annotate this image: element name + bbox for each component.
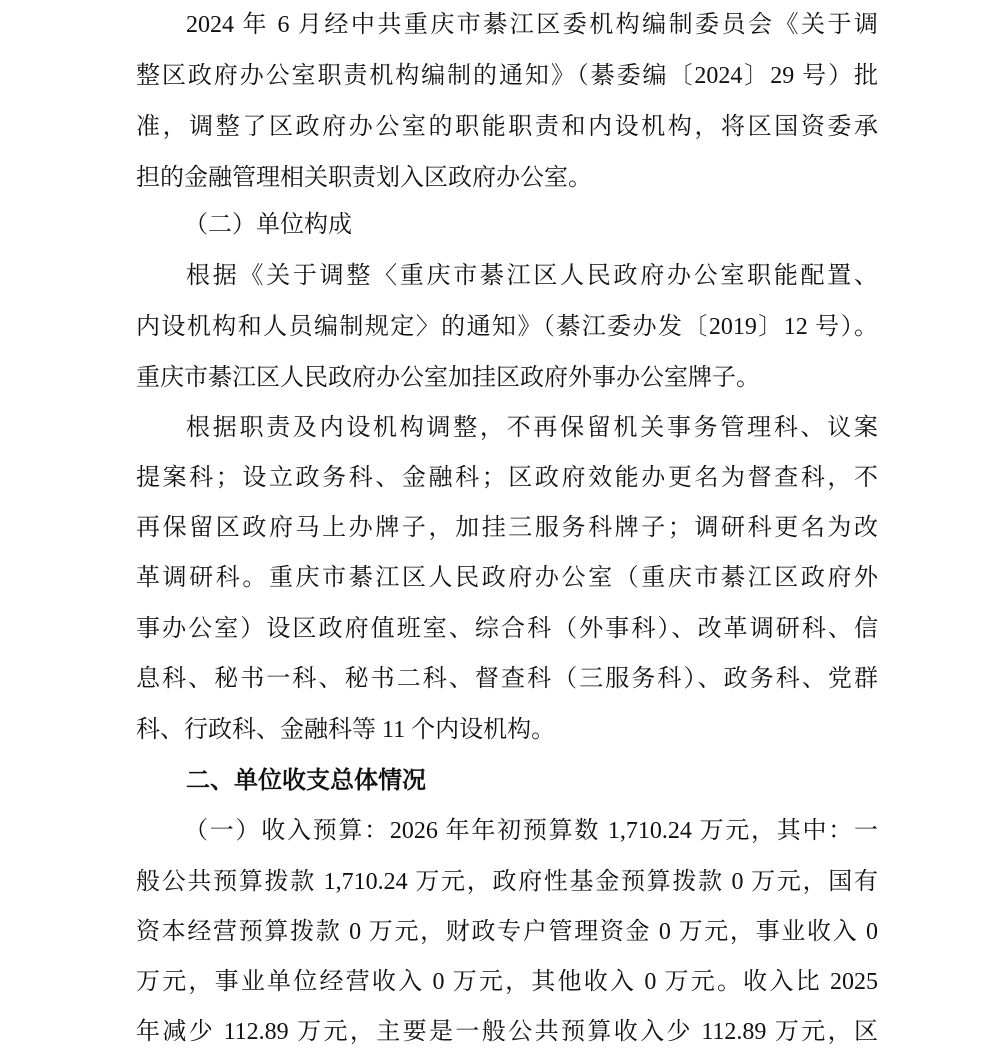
paragraph-4-line-1: （一）收入预算：2026 年年初预算数 1,710.24 万元，其中：一 bbox=[184, 818, 878, 844]
paragraph-4-line-3: 资本经营预算拨款 0 万元，财政专户管理资金 0 万元，事业收入 0 bbox=[136, 919, 878, 945]
paragraph-1-line-4: 担的金融管理相关职责划入区政府办公室。 bbox=[136, 165, 592, 191]
paragraph-3-line-2: 提案科；设立政务科、金融科；区政府效能办更名为督查科，不 bbox=[136, 465, 878, 491]
paragraph-1-line-2: 整区政府办公室职责机构编制的通知》（綦委编〔2024〕29 号）批 bbox=[136, 63, 878, 89]
paragraph-4-line-4: 万元，事业单位经营收入 0 万元，其他收入 0 万元。收入比 2025 bbox=[136, 969, 878, 995]
paragraph-3-line-5: 事办公室）设区政府值班室、综合科（外事科）、改革调研科、信 bbox=[136, 616, 878, 642]
paragraph-1-line-3: 准，调整了区政府办公室的职能职责和内设机构，将区国资委承 bbox=[136, 114, 878, 140]
paragraph-3-line-1: 根据职责及内设机构调整，不再保留机关事务管理科、议案 bbox=[186, 415, 878, 441]
section-subheading-unit-composition: （二）单位构成 bbox=[184, 212, 352, 238]
paragraph-2-line-3: 重庆市綦江区人民政府办公室加挂区政府外事办公室牌子。 bbox=[136, 365, 760, 391]
paragraph-3-line-7: 科、行政科、金融科等 11 个内设机构。 bbox=[136, 717, 556, 743]
paragraph-3-line-6: 息科、秘书一科、秘书二科、督查科（三服务科）、政务科、党群 bbox=[136, 666, 878, 692]
section-heading-income-expenditure: 二、单位收支总体情况 bbox=[186, 766, 426, 794]
paragraph-4-line-2: 般公共预算拨款 1,710.24 万元，政府性基金预算拨款 0 万元，国有 bbox=[136, 869, 878, 895]
paragraph-2-line-1: 根据《关于调整〈重庆市綦江区人民政府办公室职能配置、 bbox=[186, 263, 878, 289]
paragraph-1-line-1: 2024 年 6 月经中共重庆市綦江区委机构编制委员会《关于调 bbox=[186, 12, 878, 38]
paragraph-2-line-2: 内设机构和人员编制规定〉的通知》（綦江委办发〔2019〕12 号）。 bbox=[136, 314, 878, 340]
paragraph-3-line-3: 再保留区政府马上办牌子，加挂三服务科牌子；调研科更名为改 bbox=[136, 515, 878, 541]
paragraph-3-line-4: 革调研科。重庆市綦江区人民政府办公室（重庆市綦江区政府外 bbox=[136, 565, 878, 591]
paragraph-4-line-5: 年减少 112.89 万元，主要是一般公共预算收入少 112.89 万元，区 bbox=[136, 1019, 878, 1045]
